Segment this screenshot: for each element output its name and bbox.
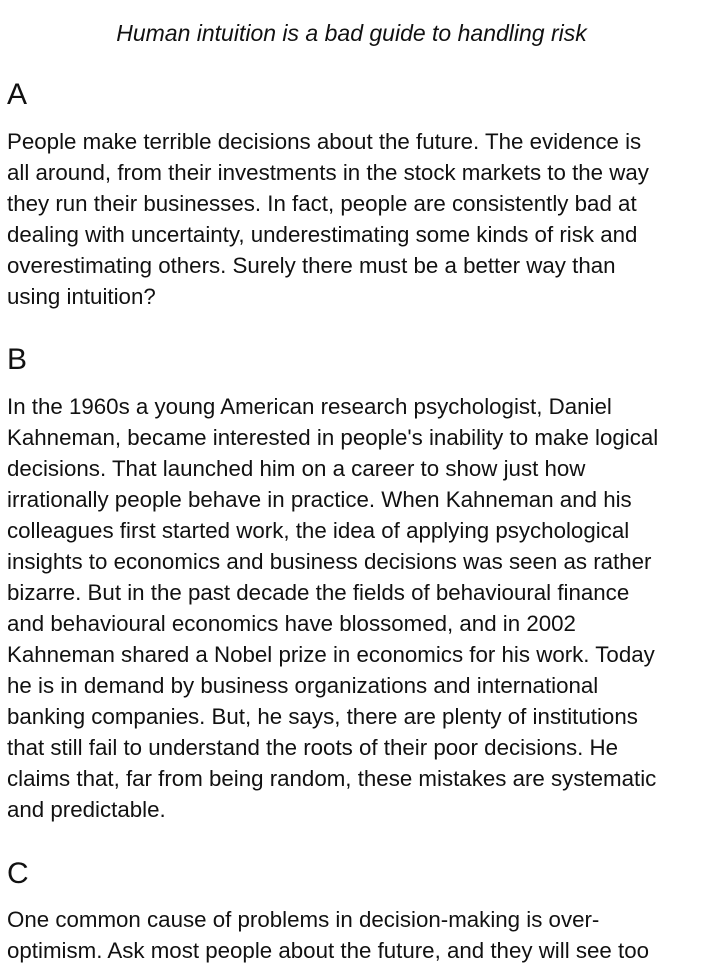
paragraph-line: Kahneman shared a Nobel prize in economics for his work. Today [7, 642, 655, 667]
paragraph-line: they run their businesses. In fact, people are consistently bad at [7, 191, 637, 216]
paragraph-line: decisions. That launched him on a career to show just how [7, 456, 586, 481]
paragraph-line: colleagues first started work, the idea of applying psychological [7, 518, 630, 543]
paragraph-b [7, 391, 699, 825]
paragraph-line: optimism. Ask most people about the future, and they will see too [7, 938, 650, 963]
paragraph-line: banking companies. But, he says, there are plenty of institutions [7, 704, 638, 729]
paragraph-line: all around, from their investments in the stock markets to the way [7, 160, 649, 185]
paragraph-line: overestimating others. Surely there must be a better way than [7, 253, 616, 278]
paragraph-line: bizarre. But in the past decade the fields of behavioural finance [7, 580, 630, 605]
section-letter-b: B [7, 343, 28, 376]
paragraph-line: he is in demand by business organizations and international [7, 673, 599, 698]
section-letter-a: A [7, 78, 28, 111]
paragraph-line: dealing with uncertainty, underestimating some kinds of risk and [7, 222, 638, 247]
paragraph-a [7, 126, 699, 312]
paragraph-line: and predictable. [7, 797, 166, 822]
paragraph-line: In the 1960s a young American research psychologist, Daniel [7, 394, 612, 419]
paragraph-line: using intuition? [7, 284, 156, 309]
paragraph-line: insights to economics and business decisions was seen as rather [7, 549, 652, 574]
paragraph-line: that still fail to understand the roots of their poor decisions. He [7, 735, 619, 760]
paragraph-line: Kahneman, became interested in people's inability to make logical [7, 425, 659, 450]
document-title: Human intuition is a bad guide to handling risk [116, 20, 587, 46]
paragraph-c [7, 904, 699, 966]
section-letter-c: C [7, 857, 29, 890]
paragraph-line: irrationally people behave in practice. When Kahneman and his [7, 487, 632, 512]
paragraph-line: and behavioural economics have blossomed, and in 2002 [7, 611, 576, 636]
paragraph-line: One common cause of problems in decision-making is over- [7, 907, 600, 932]
paragraph-line: People make terrible decisions about the future. The evidence is [7, 129, 642, 154]
paragraph-line: claims that, far from being random, these mistakes are systematic [7, 766, 657, 791]
